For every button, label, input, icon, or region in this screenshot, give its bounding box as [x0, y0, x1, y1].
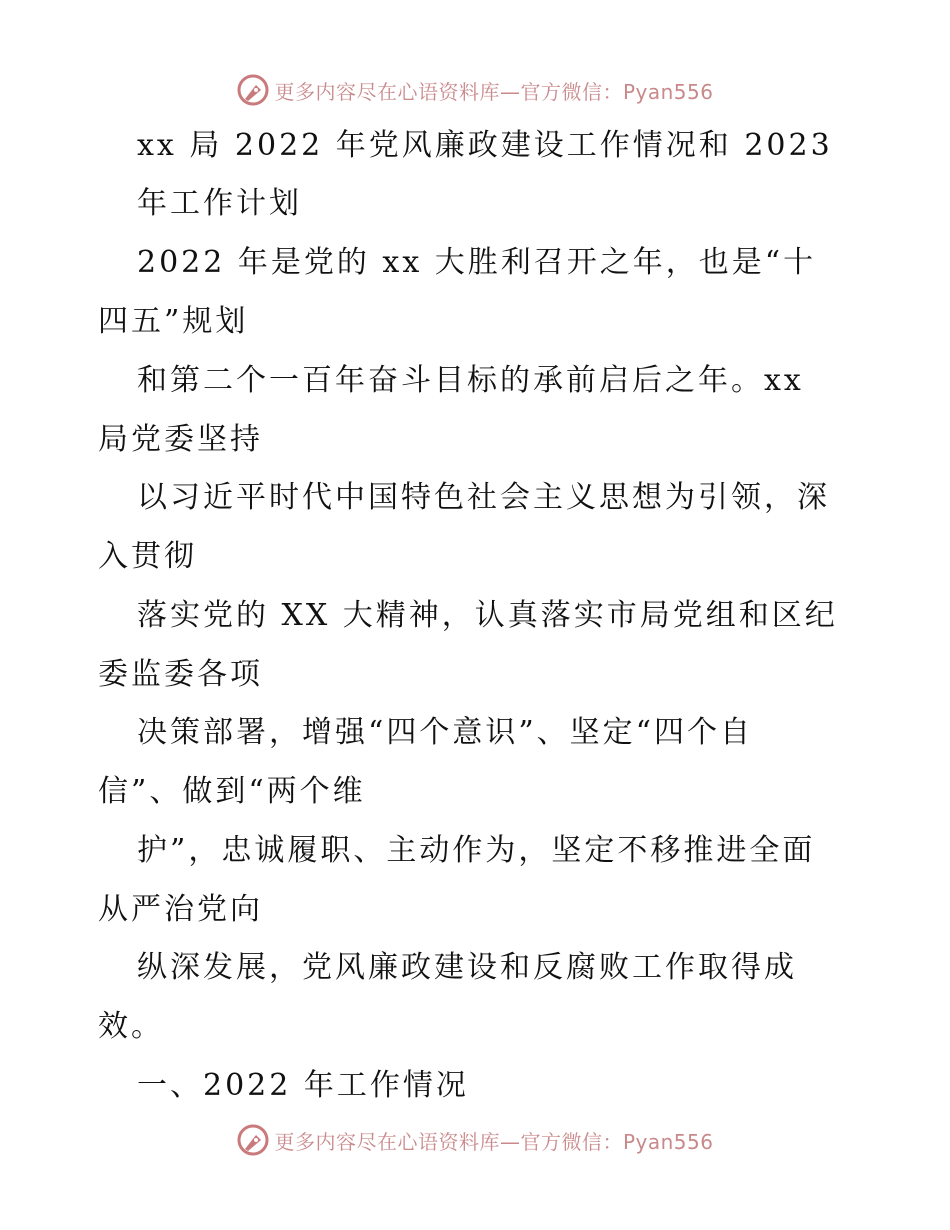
body-text-line: 从严治党向	[98, 892, 263, 927]
body-text-line: 信”、做到“两个维	[98, 774, 366, 809]
body-text-line: 以习近平时代中国特色社会主义思想为引领，深	[137, 480, 830, 515]
document-title-line-2: 年工作计划	[137, 186, 302, 221]
header-watermark-banner	[0, 70, 950, 110]
body-text-line: 四五”规划	[98, 304, 249, 339]
header-watermark-text: 更多内容尽在心语资料库—官方微信：Pyan556	[274, 79, 714, 104]
body-text-line: 效。	[98, 1009, 164, 1044]
document-title-line-1: xx 局 2022 年党风廉政建设工作情况和 2023	[137, 128, 833, 163]
body-text-line: 落实党的 XX 大精神，认真落实市局党组和区纪	[137, 598, 838, 633]
body-text-line: 纵深发展，党风廉政建设和反腐败工作取得成	[137, 950, 797, 985]
pen-nib-logo-icon	[236, 1123, 270, 1157]
body-text-line: 决策部署，增强“四个意识”、坚定“四个自	[137, 715, 754, 750]
body-text-line: 委监委各项	[98, 657, 263, 692]
pen-nib-logo-icon	[236, 73, 270, 107]
body-text-line: 和第二个一百年奋斗目标的承前启后之年。xx	[137, 363, 804, 398]
body-text-line: 入贯彻	[98, 539, 197, 574]
footer-watermark-banner	[0, 1120, 950, 1160]
body-text-line: 护”，忠诚履职、主动作为，坚定不移推进全面	[137, 833, 816, 868]
footer-watermark-text: 更多内容尽在心语资料库—官方微信：Pyan556	[274, 1129, 714, 1154]
body-text-line: 2022 年是党的 xx 大胜利召开之年，也是“十	[137, 245, 817, 280]
section-heading: 一、2022 年工作情况	[137, 1068, 469, 1103]
body-text-line: 局党委坚持	[98, 422, 263, 457]
